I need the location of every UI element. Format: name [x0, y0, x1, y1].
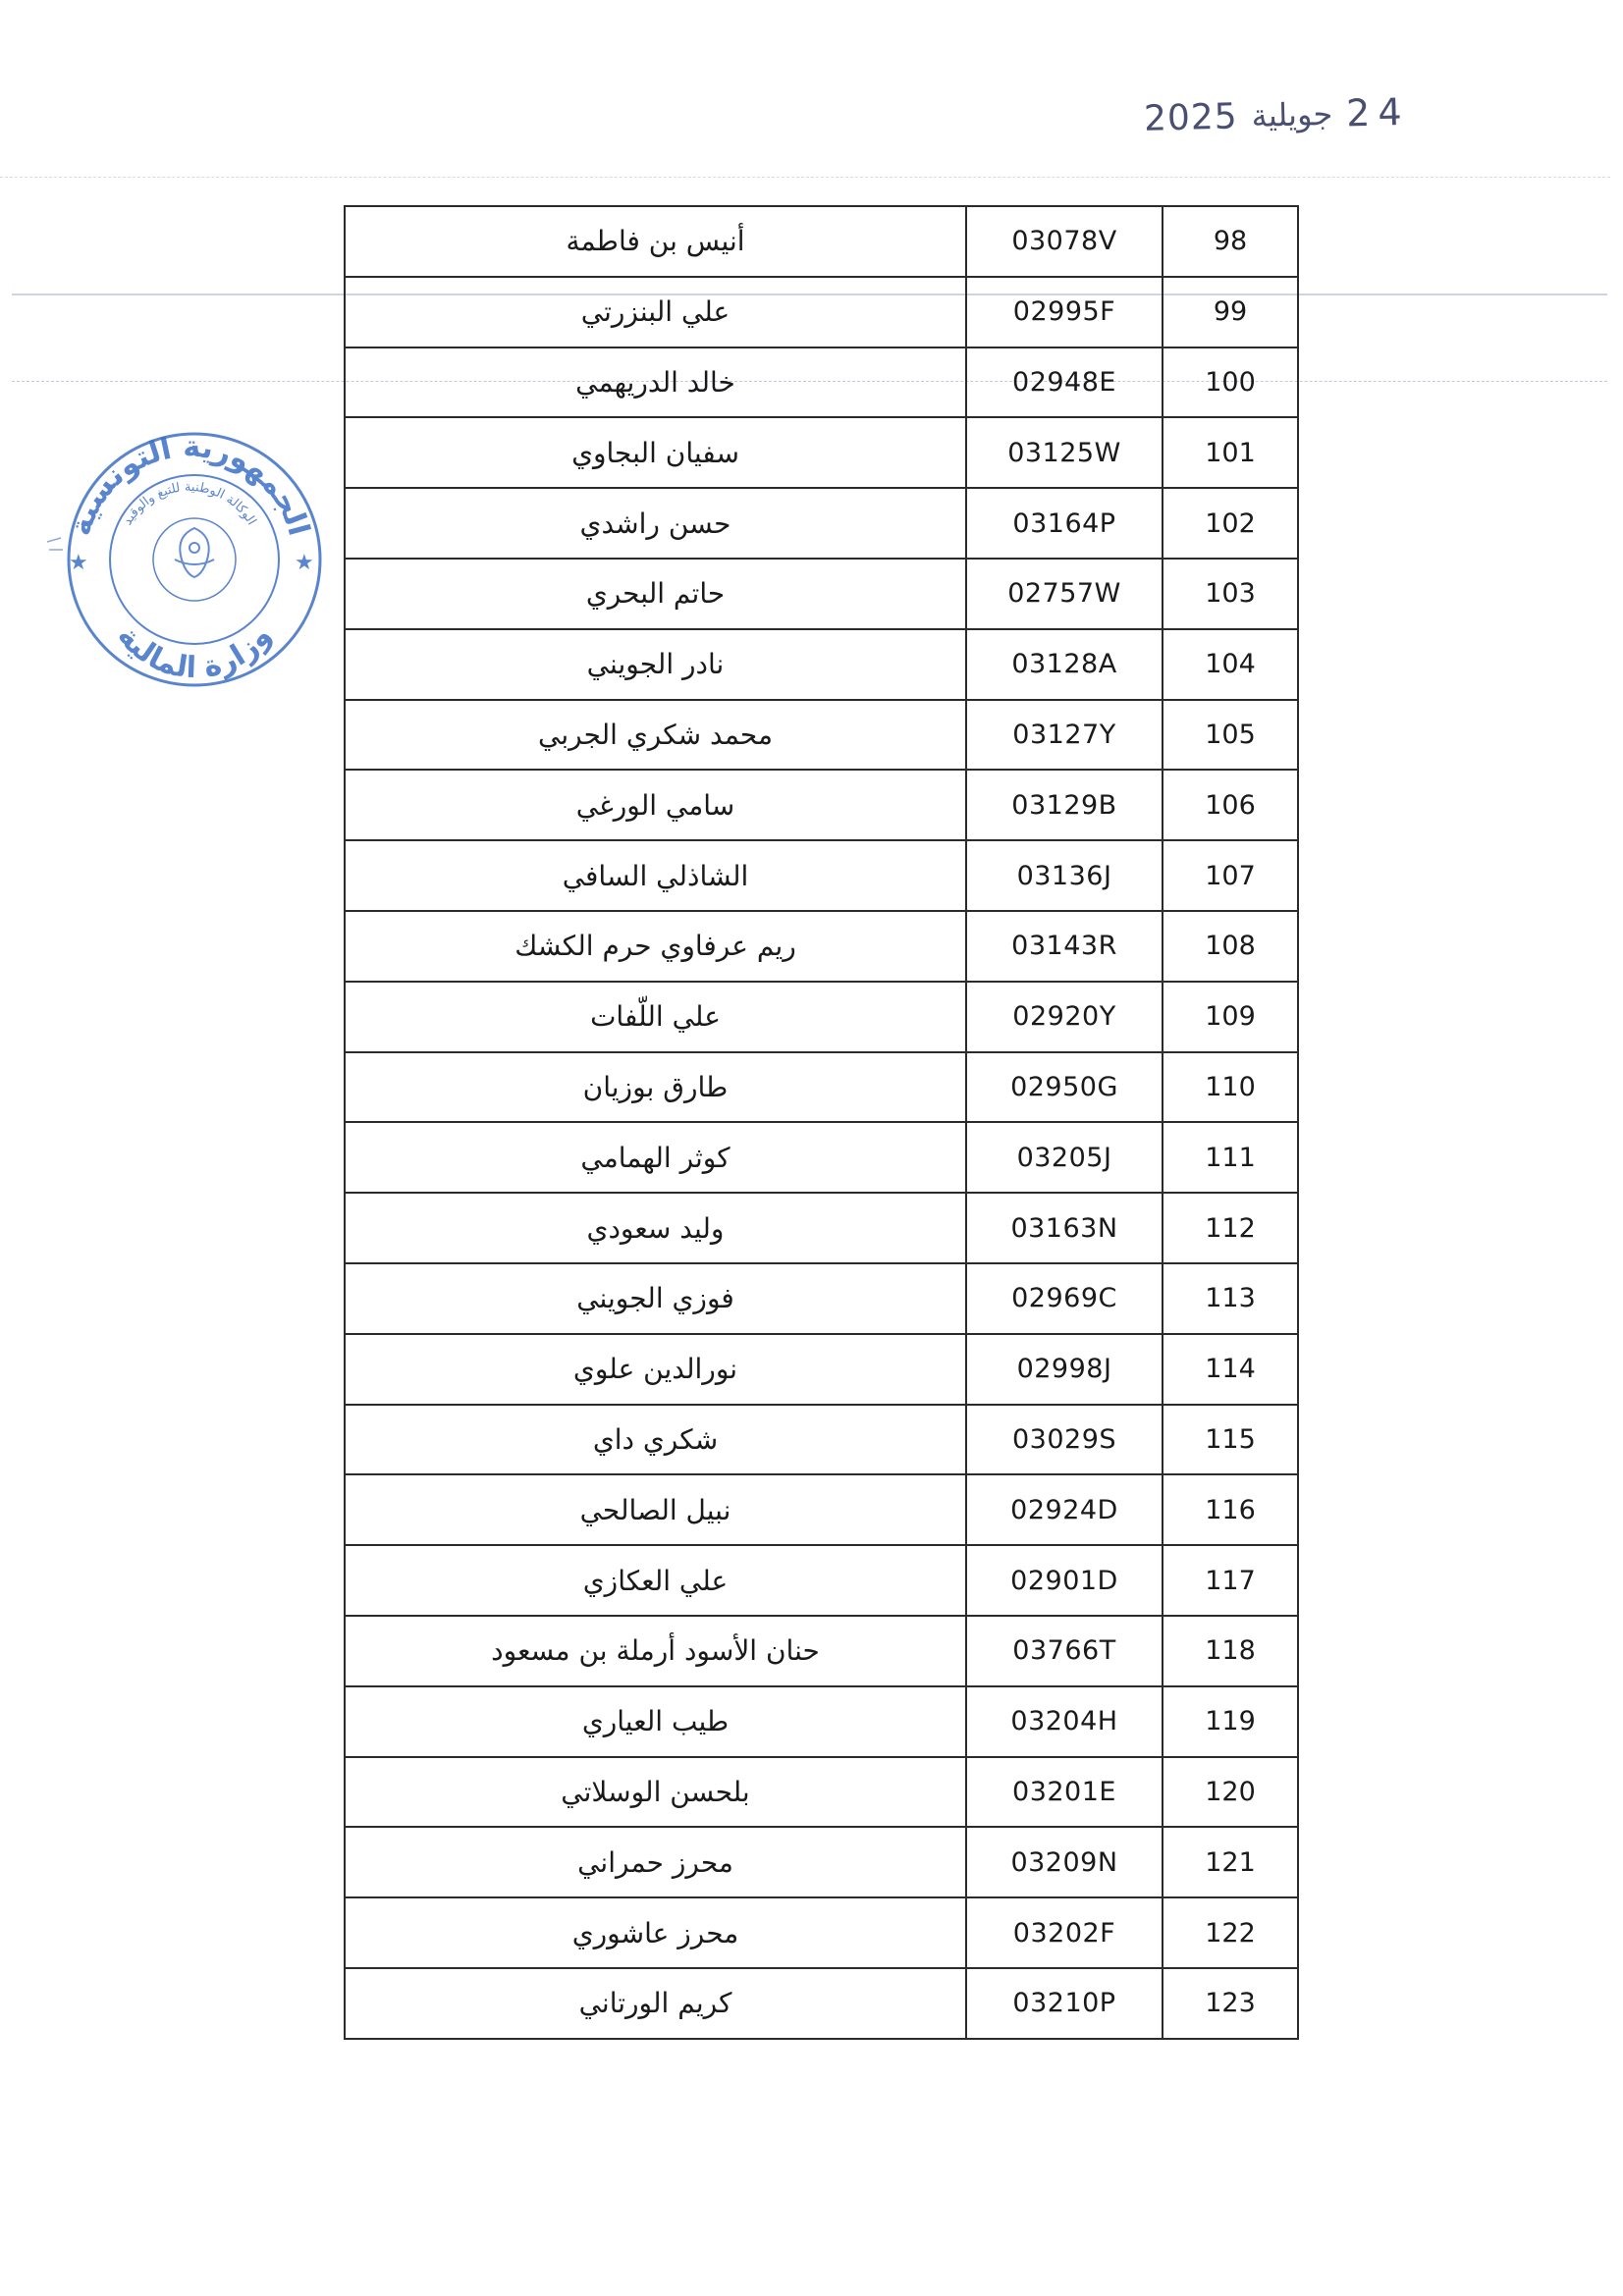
- row-number-cell: 121: [1163, 1827, 1298, 1897]
- row-number-cell: 117: [1163, 1545, 1298, 1616]
- table-row: [345, 488, 1298, 559]
- full-name-cell: أنيس بن فاطمة: [345, 206, 966, 277]
- registration-code-cell: 02948E: [966, 347, 1163, 418]
- full-name-cell: بلحسن الوسلاتي: [345, 1757, 966, 1828]
- full-name-cell: حنان الأسود أرملة بن مسعود: [345, 1616, 966, 1686]
- table-row: [345, 1263, 1298, 1334]
- seal-outer-text: الجمهورية التونسية: [63, 429, 316, 540]
- full-name-cell: حسن راشدي: [345, 488, 966, 559]
- full-name-cell: كوثر الهمامي: [345, 1122, 966, 1193]
- registration-code-cell: 03209N: [966, 1827, 1163, 1897]
- table-row: [345, 277, 1298, 347]
- registration-code-cell: 02920Y: [966, 982, 1163, 1052]
- table-row: [345, 1686, 1298, 1757]
- row-number-cell: 122: [1163, 1897, 1298, 1968]
- row-number-cell: 114: [1163, 1334, 1298, 1405]
- table-row: [345, 559, 1298, 629]
- full-name-cell: علي اللّفات: [345, 982, 966, 1052]
- handwritten-date: [1143, 83, 1411, 148]
- full-name-cell: محمد شكري الجربي: [345, 700, 966, 771]
- table-row: [345, 1545, 1298, 1616]
- row-number-cell: 103: [1163, 559, 1298, 629]
- table-row: [345, 417, 1298, 488]
- registration-code-cell: 03078V: [966, 206, 1163, 277]
- full-name-cell: شكري داي: [345, 1405, 966, 1475]
- row-number-cell: 102: [1163, 488, 1298, 559]
- registration-code-cell: 03205J: [966, 1122, 1163, 1193]
- registration-code-cell: 03128A: [966, 629, 1163, 700]
- seal-inner-text: الوكالة الوطنية للتبغ والوقيد: [120, 479, 259, 528]
- row-number-cell: 110: [1163, 1052, 1298, 1123]
- table-row: [345, 1968, 1298, 2039]
- roster-table-body: [345, 206, 1298, 2039]
- full-name-cell: سامي الورغي: [345, 770, 966, 840]
- registration-code-cell: 02757W: [966, 559, 1163, 629]
- registration-code-cell: 03202F: [966, 1897, 1163, 1968]
- full-name-cell: سفيان البجاوي: [345, 417, 966, 488]
- row-number-cell: 112: [1163, 1193, 1298, 1263]
- full-name-cell: نادر الجويني: [345, 629, 966, 700]
- scan-artifact-line: [0, 177, 1610, 178]
- full-name-cell: الشاذلي السافي: [345, 840, 966, 911]
- table-row: [345, 1616, 1298, 1686]
- row-number-cell: 120: [1163, 1757, 1298, 1828]
- registration-code-cell: 02995F: [966, 277, 1163, 347]
- row-number-cell: 100: [1163, 347, 1298, 418]
- row-number-cell: 123: [1163, 1968, 1298, 2039]
- table-row: [345, 1052, 1298, 1123]
- registration-code-cell: 03136J: [966, 840, 1163, 911]
- registration-code-cell: 02998J: [966, 1334, 1163, 1405]
- svg-text:وزارة المالية: [110, 619, 278, 685]
- row-number-cell: 99: [1163, 277, 1298, 347]
- row-number-cell: 111: [1163, 1122, 1298, 1193]
- registration-code-cell: 03029S: [966, 1405, 1163, 1475]
- table-row: [345, 1405, 1298, 1475]
- row-number-cell: 108: [1163, 911, 1298, 982]
- row-number-cell: 104: [1163, 629, 1298, 700]
- seal-star-right: ★: [295, 551, 314, 575]
- table-row: [345, 206, 1298, 277]
- registration-code-cell: 03163N: [966, 1193, 1163, 1263]
- row-number-cell: 101: [1163, 417, 1298, 488]
- row-number-cell: 118: [1163, 1616, 1298, 1686]
- table-row: [345, 1334, 1298, 1405]
- registration-code-cell: 03766T: [966, 1616, 1163, 1686]
- row-number-cell: 113: [1163, 1263, 1298, 1334]
- registration-code-cell: 03201E: [966, 1757, 1163, 1828]
- registration-code-cell: 02950G: [966, 1052, 1163, 1123]
- table-row: [345, 1193, 1298, 1263]
- row-number-cell: 106: [1163, 770, 1298, 840]
- registration-code-cell: 03210P: [966, 1968, 1163, 2039]
- full-name-cell: علي البنزرتي: [345, 277, 966, 347]
- seal-lower-text: وزارة المالية: [110, 618, 279, 686]
- full-name-cell: طيب العياري: [345, 1686, 966, 1757]
- registration-code-cell: 03127Y: [966, 700, 1163, 771]
- table-row: [345, 1757, 1298, 1828]
- table-row: [345, 1474, 1298, 1545]
- table-row: [345, 629, 1298, 700]
- full-name-cell: فوزي الجويني: [345, 1263, 966, 1334]
- row-number-cell: 116: [1163, 1474, 1298, 1545]
- full-name-cell: نورالدين علوي: [345, 1334, 966, 1405]
- official-seal: [47, 412, 332, 697]
- row-number-cell: 115: [1163, 1405, 1298, 1475]
- full-name-cell: محرز حمراني: [345, 1827, 966, 1897]
- registration-code-cell: 02969C: [966, 1263, 1163, 1334]
- registration-code-cell: 02924D: [966, 1474, 1163, 1545]
- row-number-cell: 109: [1163, 982, 1298, 1052]
- table-row: [345, 700, 1298, 771]
- full-name-cell: ريم عرفاوي حرم الكشك: [345, 911, 966, 982]
- roster-table: [344, 205, 1299, 2040]
- table-row: [345, 770, 1298, 840]
- table-row: [345, 1122, 1298, 1193]
- date-month: جويلية: [1251, 94, 1333, 135]
- date-year: 2025: [1143, 95, 1239, 139]
- registration-code-cell: 03125W: [966, 417, 1163, 488]
- full-name-cell: كريم الورتاني: [345, 1968, 966, 2039]
- date-day: 24: [1345, 89, 1411, 135]
- registration-code-cell: 03164P: [966, 488, 1163, 559]
- full-name-cell: علي العكازي: [345, 1545, 966, 1616]
- registration-code-cell: 03129B: [966, 770, 1163, 840]
- seal-emblem-icon: [175, 528, 214, 577]
- table-row: [345, 347, 1298, 418]
- full-name-cell: نبيل الصالحي: [345, 1474, 966, 1545]
- full-name-cell: خالد الدريهمي: [345, 347, 966, 418]
- row-number-cell: 105: [1163, 700, 1298, 771]
- full-name-cell: طارق بوزيان: [345, 1052, 966, 1123]
- registration-code-cell: 03204H: [966, 1686, 1163, 1757]
- registration-code-cell: 02901D: [966, 1545, 1163, 1616]
- full-name-cell: حاتم البحري: [345, 559, 966, 629]
- row-number-cell: 119: [1163, 1686, 1298, 1757]
- row-number-cell: 107: [1163, 840, 1298, 911]
- table-row: [345, 840, 1298, 911]
- full-name-cell: محرز عاشوري: [345, 1897, 966, 1968]
- seal-star-left: ★: [69, 551, 88, 575]
- table-row: [345, 1827, 1298, 1897]
- row-number-cell: 98: [1163, 206, 1298, 277]
- registration-code-cell: 03143R: [966, 911, 1163, 982]
- table-row: [345, 911, 1298, 982]
- table-row: [345, 1897, 1298, 1968]
- table-row: [345, 982, 1298, 1052]
- full-name-cell: وليد سعودي: [345, 1193, 966, 1263]
